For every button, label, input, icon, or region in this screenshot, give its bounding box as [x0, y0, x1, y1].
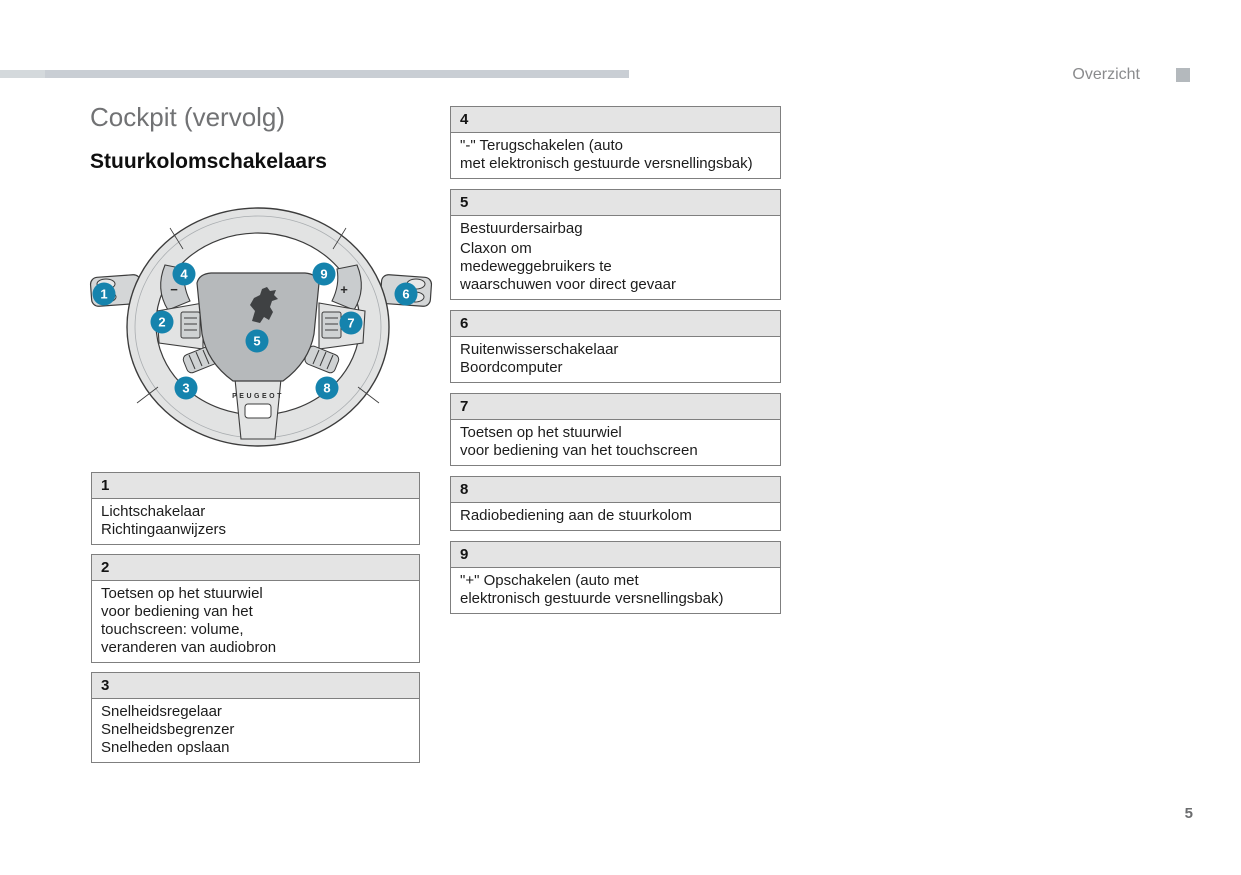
- top-divider-bar-left-segment: [0, 70, 45, 78]
- legend-item-body: [92, 581, 419, 662]
- legend-item-line: voor bediening van het touchscreen: [460, 442, 698, 459]
- section-label: Overzicht: [1072, 66, 1140, 83]
- brand-wordmark: PEUGEOT: [232, 393, 284, 400]
- page-title: Cockpit (vervolg): [90, 102, 286, 132]
- svg-text:5: 5: [253, 333, 261, 349]
- callout-5: [246, 330, 269, 353]
- svg-text:2: 2: [158, 314, 166, 330]
- legend-item-line: Ruitenwisserschakelaar: [460, 341, 619, 358]
- svg-text:4: 4: [180, 266, 188, 282]
- svg-text:1: 1: [100, 286, 108, 302]
- legend-item-line: touchscreen: volume,: [101, 621, 244, 638]
- legend-item-body: [92, 699, 419, 762]
- airbag-pad: [197, 273, 319, 381]
- legend-item-5: [450, 189, 781, 300]
- legend-item-line: met elektronisch gestuurde versnellingsbak): [460, 155, 753, 172]
- legend-item-line: Boordcomputer: [460, 359, 563, 376]
- legend-item-body: [451, 568, 780, 613]
- legend-item-line: Lichtschakelaar: [101, 503, 206, 520]
- legend-item-number: 3: [92, 673, 419, 699]
- legend-item-number: 9: [451, 542, 780, 568]
- legend-item-number: 2: [92, 555, 419, 581]
- legend-item-number: 8: [451, 477, 780, 503]
- callout-7: [340, 312, 363, 335]
- legend-item-3: [91, 672, 420, 763]
- legend-item-1: [91, 472, 420, 545]
- svg-text:8: 8: [323, 380, 331, 396]
- legend-item-4: [450, 106, 781, 179]
- legend-item-line: Claxon om: [460, 240, 532, 257]
- paddle-minus-label: −: [170, 282, 178, 297]
- legend-column-left: [91, 472, 420, 763]
- top-divider-bar: [0, 70, 629, 78]
- legend-item-line: Bestuurdersairbag: [460, 220, 583, 237]
- legend-item-line: Toetsen op het stuurwiel: [460, 424, 622, 441]
- steering-wheel-illustration: [85, 197, 437, 463]
- legend-item-line: Snelheden opslaan: [101, 739, 230, 756]
- callout-4: [173, 263, 196, 286]
- callout-8: [316, 377, 339, 400]
- legend-item-line: Radiobediening aan de stuurkolom: [460, 507, 692, 524]
- svg-text:3: 3: [182, 380, 190, 396]
- legend-item-number: 1: [92, 473, 419, 499]
- legend-item-body: [451, 503, 780, 530]
- legend-item-line: voor bediening van het: [101, 603, 253, 620]
- legend-item-body: [451, 216, 780, 299]
- legend-item-6: [450, 310, 781, 383]
- page-header: [1072, 66, 1190, 84]
- legend-item-8: [450, 476, 781, 531]
- legend-item-body: [451, 420, 780, 465]
- legend-item-9: [450, 541, 781, 614]
- callout-2: [151, 311, 174, 334]
- legend-item-line: "-" Terugschakelen (auto: [460, 137, 623, 154]
- legend-item-line: Toetsen op het stuurwiel: [101, 585, 263, 602]
- legend-item-body: [92, 499, 419, 544]
- svg-text:6: 6: [402, 286, 410, 302]
- legend-item-line: Snelheidsbegrenzer: [101, 721, 235, 738]
- callout-3: [175, 377, 198, 400]
- legend-item-line: veranderen van audiobron: [101, 639, 277, 656]
- svg-text:9: 9: [320, 266, 328, 282]
- bottom-spoke-cutout: [245, 404, 271, 418]
- paddle-plus-label: +: [340, 282, 348, 297]
- legend-item-line: "+" Opschakelen (auto met: [460, 572, 639, 589]
- legend-item-number: 7: [451, 394, 780, 420]
- left-touchscreen-controls-icon: [181, 312, 200, 338]
- legend-item-body: [451, 133, 780, 178]
- legend-item-line: Richtingaanwijzers: [101, 521, 227, 538]
- legend-item-line: medeweggebruikers te: [460, 258, 612, 275]
- legend-item-number: 5: [451, 190, 780, 216]
- legend-item-body: [451, 337, 780, 382]
- right-touchscreen-controls-icon: [322, 312, 341, 338]
- page-number: 5: [1184, 805, 1193, 822]
- section-tab-marker: [1176, 68, 1190, 82]
- legend-item-line: waarschuwen voor direct gevaar: [460, 276, 676, 293]
- legend-column-right: [450, 106, 781, 614]
- legend-item-number: 6: [451, 311, 780, 337]
- legend-item-2: [91, 554, 420, 663]
- svg-text:7: 7: [347, 315, 355, 331]
- callout-6: [395, 283, 418, 306]
- page-subtitle: Stuurkolomschakelaars: [90, 150, 327, 173]
- callout-9: [313, 263, 336, 286]
- legend-item-line: elektronisch gestuurde versnellingsbak): [460, 590, 724, 607]
- callout-1: [93, 283, 116, 306]
- legend-item-number: 4: [451, 107, 780, 133]
- legend-item-line: Snelheidsregelaar: [101, 703, 222, 720]
- legend-item-7: [450, 393, 781, 466]
